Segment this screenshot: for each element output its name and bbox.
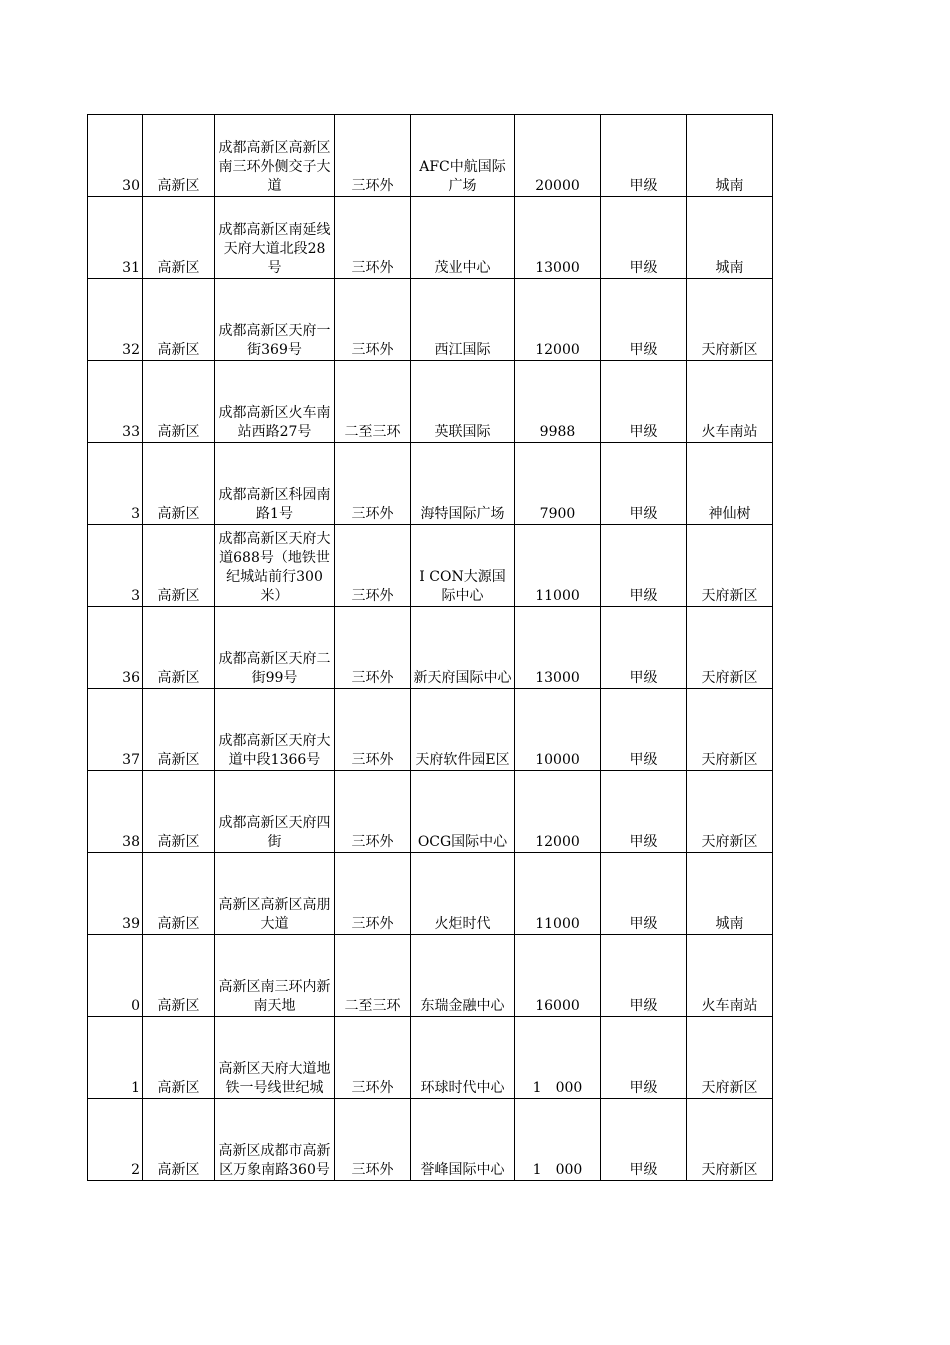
area-cell: 11000 bbox=[515, 525, 601, 607]
table-row bbox=[88, 525, 773, 607]
row-number-cell: 2 bbox=[88, 1099, 143, 1181]
office-listing-table bbox=[87, 114, 773, 1181]
area-cell: 1 000 bbox=[515, 1099, 601, 1181]
grade-cell: 甲级 bbox=[601, 361, 687, 443]
row-number-cell: 32 bbox=[88, 279, 143, 361]
area-cell: 13000 bbox=[515, 197, 601, 279]
ring-cell: 三环外 bbox=[335, 197, 411, 279]
region-cell: 城南 bbox=[687, 197, 773, 279]
table-row bbox=[88, 771, 773, 853]
table-row bbox=[88, 279, 773, 361]
row-number-cell: 33 bbox=[88, 361, 143, 443]
table-row bbox=[88, 115, 773, 197]
district-cell: 高新区 bbox=[143, 361, 215, 443]
ring-cell: 三环外 bbox=[335, 1017, 411, 1099]
address-cell: 成都高新区天府二街99号 bbox=[215, 607, 335, 689]
region-cell: 天府新区 bbox=[687, 279, 773, 361]
row-number-cell: 3 bbox=[88, 525, 143, 607]
ring-cell: 三环外 bbox=[335, 443, 411, 525]
ring-cell: 三环外 bbox=[335, 1099, 411, 1181]
district-cell: 高新区 bbox=[143, 115, 215, 197]
table-body bbox=[88, 115, 773, 1181]
area-cell: 11000 bbox=[515, 853, 601, 935]
region-cell: 城南 bbox=[687, 115, 773, 197]
building-name-cell: 誉峰国际中心 bbox=[411, 1099, 515, 1181]
area-cell: 13000 bbox=[515, 607, 601, 689]
region-cell: 天府新区 bbox=[687, 1099, 773, 1181]
grade-cell: 甲级 bbox=[601, 525, 687, 607]
district-cell: 高新区 bbox=[143, 443, 215, 525]
region-cell: 天府新区 bbox=[687, 689, 773, 771]
area-cell: 1 000 bbox=[515, 1017, 601, 1099]
row-number-cell: 0 bbox=[88, 935, 143, 1017]
ring-cell: 二至三环 bbox=[335, 935, 411, 1017]
building-name-cell: 火炬时代 bbox=[411, 853, 515, 935]
building-name-cell: 西江国际 bbox=[411, 279, 515, 361]
ring-cell: 三环外 bbox=[335, 525, 411, 607]
address-cell: 成都高新区科园南路1号 bbox=[215, 443, 335, 525]
building-name-cell: 天府软件园E区 bbox=[411, 689, 515, 771]
row-number-cell: 38 bbox=[88, 771, 143, 853]
district-cell: 高新区 bbox=[143, 689, 215, 771]
row-number-cell: 1 bbox=[88, 1017, 143, 1099]
ring-cell: 二至三环 bbox=[335, 361, 411, 443]
region-cell: 城南 bbox=[687, 853, 773, 935]
grade-cell: 甲级 bbox=[601, 1017, 687, 1099]
district-cell: 高新区 bbox=[143, 607, 215, 689]
row-number-cell: 36 bbox=[88, 607, 143, 689]
grade-cell: 甲级 bbox=[601, 115, 687, 197]
building-name-cell: 茂业中心 bbox=[411, 197, 515, 279]
table-row bbox=[88, 1017, 773, 1099]
region-cell: 神仙树 bbox=[687, 443, 773, 525]
row-number-cell: 31 bbox=[88, 197, 143, 279]
row-number-cell: 30 bbox=[88, 115, 143, 197]
region-cell: 天府新区 bbox=[687, 607, 773, 689]
area-cell: 16000 bbox=[515, 935, 601, 1017]
district-cell: 高新区 bbox=[143, 1099, 215, 1181]
address-cell: 成都高新区高新区南三环外侧交子大道 bbox=[215, 115, 335, 197]
table-row bbox=[88, 689, 773, 771]
region-cell: 火车南站 bbox=[687, 361, 773, 443]
building-name-cell: OCG国际中心 bbox=[411, 771, 515, 853]
address-cell: 高新区高新区高朋大道 bbox=[215, 853, 335, 935]
grade-cell: 甲级 bbox=[601, 1099, 687, 1181]
address-cell: 高新区成都市高新区万象南路360号 bbox=[215, 1099, 335, 1181]
building-name-cell: 英联国际 bbox=[411, 361, 515, 443]
address-cell: 成都高新区火车南站西路27号 bbox=[215, 361, 335, 443]
region-cell: 天府新区 bbox=[687, 525, 773, 607]
grade-cell: 甲级 bbox=[601, 935, 687, 1017]
area-cell: 20000 bbox=[515, 115, 601, 197]
building-name-cell: 海特国际广场 bbox=[411, 443, 515, 525]
grade-cell: 甲级 bbox=[601, 771, 687, 853]
area-cell: 9988 bbox=[515, 361, 601, 443]
district-cell: 高新区 bbox=[143, 853, 215, 935]
grade-cell: 甲级 bbox=[601, 197, 687, 279]
area-cell: 12000 bbox=[515, 279, 601, 361]
district-cell: 高新区 bbox=[143, 935, 215, 1017]
region-cell: 天府新区 bbox=[687, 771, 773, 853]
district-cell: 高新区 bbox=[143, 197, 215, 279]
building-name-cell: 新天府国际中心 bbox=[411, 607, 515, 689]
row-number-cell: 37 bbox=[88, 689, 143, 771]
grade-cell: 甲级 bbox=[601, 607, 687, 689]
ring-cell: 三环外 bbox=[335, 279, 411, 361]
address-cell: 成都高新区天府一街369号 bbox=[215, 279, 335, 361]
table-row bbox=[88, 443, 773, 525]
region-cell: 火车南站 bbox=[687, 935, 773, 1017]
ring-cell: 三环外 bbox=[335, 115, 411, 197]
address-cell: 成都高新区天府四街 bbox=[215, 771, 335, 853]
row-number-cell: 39 bbox=[88, 853, 143, 935]
ring-cell: 三环外 bbox=[335, 771, 411, 853]
district-cell: 高新区 bbox=[143, 1017, 215, 1099]
table-row bbox=[88, 607, 773, 689]
table-row bbox=[88, 935, 773, 1017]
area-cell: 7900 bbox=[515, 443, 601, 525]
address-cell: 成都高新区南延线天府大道北段28号 bbox=[215, 197, 335, 279]
ring-cell: 三环外 bbox=[335, 689, 411, 771]
address-cell: 成都高新区天府大道中段1366号 bbox=[215, 689, 335, 771]
table-row bbox=[88, 853, 773, 935]
building-name-cell: AFC中航国际广场 bbox=[411, 115, 515, 197]
address-cell: 高新区天府大道地铁一号线世纪城 bbox=[215, 1017, 335, 1099]
row-number-cell: 3 bbox=[88, 443, 143, 525]
ring-cell: 三环外 bbox=[335, 607, 411, 689]
area-cell: 12000 bbox=[515, 771, 601, 853]
building-name-cell: 东瑞金融中心 bbox=[411, 935, 515, 1017]
region-cell: 天府新区 bbox=[687, 1017, 773, 1099]
district-cell: 高新区 bbox=[143, 525, 215, 607]
address-cell: 高新区南三环内新南天地 bbox=[215, 935, 335, 1017]
building-name-cell: 环球时代中心 bbox=[411, 1017, 515, 1099]
grade-cell: 甲级 bbox=[601, 443, 687, 525]
table-row bbox=[88, 1099, 773, 1181]
grade-cell: 甲级 bbox=[601, 689, 687, 771]
district-cell: 高新区 bbox=[143, 279, 215, 361]
district-cell: 高新区 bbox=[143, 771, 215, 853]
table-row bbox=[88, 197, 773, 279]
grade-cell: 甲级 bbox=[601, 279, 687, 361]
address-cell: 成都高新区天府大道688号（地铁世纪城站前行300米） bbox=[215, 525, 335, 607]
building-name-cell: I CON大源国际中心 bbox=[411, 525, 515, 607]
grade-cell: 甲级 bbox=[601, 853, 687, 935]
ring-cell: 三环外 bbox=[335, 853, 411, 935]
area-cell: 10000 bbox=[515, 689, 601, 771]
table-row bbox=[88, 361, 773, 443]
